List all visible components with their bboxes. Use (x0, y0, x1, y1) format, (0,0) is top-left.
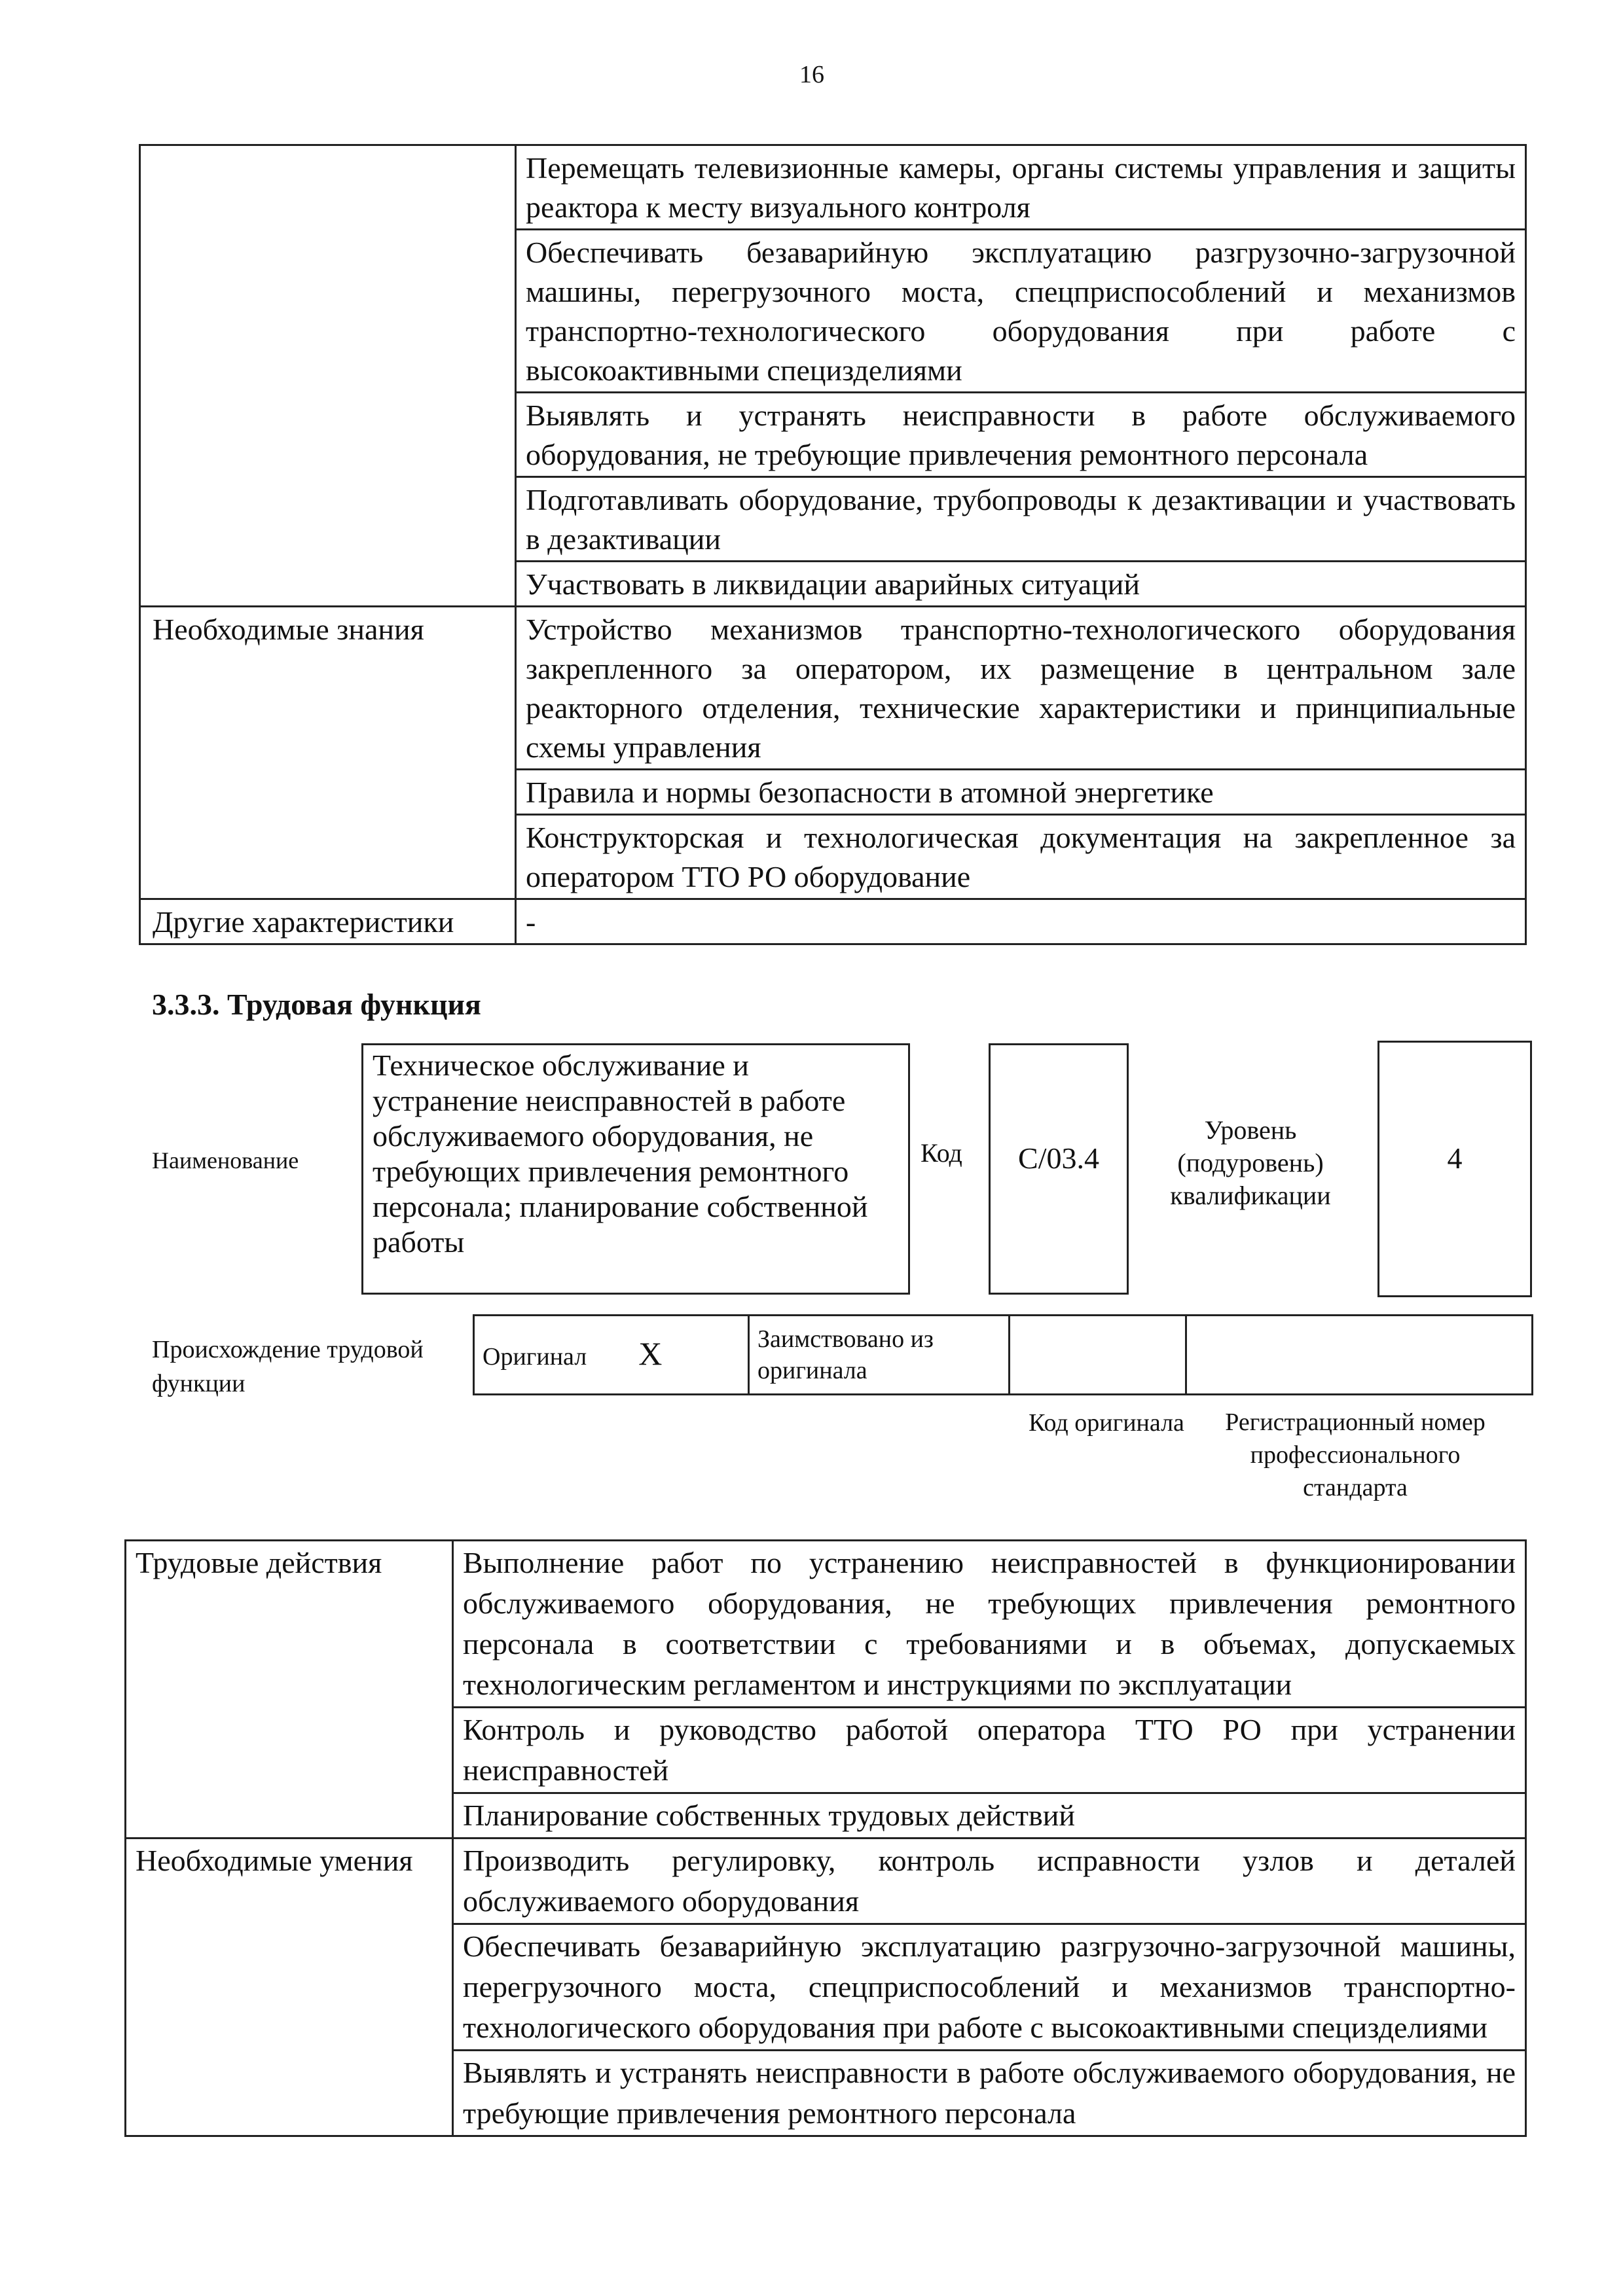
registration-number-cell (1186, 1316, 1533, 1395)
table-cell: Обеспечивать безаварийную эксплуатацию разгрузочно-загрузочной машины, перегрузочного моста, спецприспособлений и механизмов транспортно-технологического оборудования при работе с высокоактивными специзделиями (453, 1924, 1526, 2051)
code-value-box: C/03.4 (989, 1043, 1129, 1295)
table-cell: Участвовать в ликвидации аварийных ситуаций (516, 562, 1526, 607)
original-cell (474, 1316, 749, 1395)
origin-label: Происхождение трудовой функции (152, 1336, 424, 1397)
table-cell: Обеспечивать безаварийную эксплуатацию разгрузочно-загрузочной машины, перегрузочного моста, спецприспособлений и механизмов транспортно-технологического оборудования при работе с высокоактивными специзделиями (516, 230, 1526, 393)
table-row (126, 1541, 1526, 1708)
row-label: Необходимые знания (140, 607, 516, 899)
page-number: 16 (799, 61, 824, 88)
table-row (126, 1839, 1526, 1924)
table-cell: - (516, 899, 1526, 944)
borrowed-cell: Заимствовано из оригинала (749, 1316, 1010, 1395)
table-cell: Выявлять и устранять неисправности в работе обслуживаемого оборудования, не требующие привлечения ремонтного персонала (453, 2051, 1526, 2136)
table-cell: Контроль и руководство работой оператора ТТО РО при устранении неисправностей (453, 1708, 1526, 1793)
level-label: Уровень (подуровень) квалификации (1170, 1115, 1331, 1210)
code-original-caption: Код оригинала (1029, 1409, 1184, 1437)
table-row (140, 607, 1526, 770)
table-cell: Перемещать телевизионные камеры, органы системы управления и защиты реактора к месту визуального контроля (516, 145, 1526, 230)
table-cell: Устройство механизмов транспортно-технологического оборудования закрепленного за оператором, их размещение в центральном зале реакторного отделения, технические характеристики и принципиальные схемы управления (516, 607, 1526, 770)
table-cell: Выявлять и устранять неисправности в работе обслуживаемого оборудования, не требующие привлечения ремонтного персонала (516, 393, 1526, 477)
table-row (140, 899, 1526, 944)
table-cell: Подготавливать оборудование, трубопроводы к дезактивации и участвовать в дезактивации (516, 477, 1526, 562)
table-cell: Планирование собственных трудовых действий (453, 1793, 1526, 1839)
code-label: Код (921, 1138, 962, 1168)
row-label: Трудовые действия (126, 1541, 453, 1839)
table-cell: Выполнение работ по устранению неисправностей в функционировании обслуживаемого оборудования, не требующих привлечения ремонтного персонала в соответствии с требованиями и в объемах, допускаемых технологическим регламентом и инструкциями по эксплуатации (453, 1541, 1526, 1708)
original-code-cell (1010, 1316, 1186, 1395)
section-title: 3.3.3. Трудовая функция (152, 988, 481, 1021)
original-label: Оригинал (483, 1342, 587, 1371)
row-label: Другие характеристики (140, 899, 516, 944)
table-cell: Правила и нормы безопасности в атомной энергетике (516, 770, 1526, 815)
origin-table (473, 1314, 1533, 1395)
table-cell: Производить регулировку, контроль исправности узлов и деталей обслуживаемого оборудования (453, 1839, 1526, 1924)
table-row (140, 145, 1526, 230)
table-cell: Конструкторская и технологическая документация на закрепленное за оператором ТТО РО оборудование (516, 815, 1526, 899)
row-label: Необходимые умения (126, 1839, 453, 2136)
level-value-box: 4 (1377, 1041, 1532, 1297)
labor-actions-table (124, 1539, 1527, 2137)
function-name-box: Техническое обслуживание и устранение неисправностей в работе обслуживаемого оборудования, не требующих привлечения ремонтного персонала; планирование собственной работы (361, 1043, 910, 1295)
name-label: Наименование (152, 1147, 299, 1174)
table-row (474, 1316, 1533, 1395)
row-label (140, 145, 516, 607)
skills-knowledge-table (139, 144, 1527, 945)
registration-caption: Регистрационный номер профессионального стандарта (1225, 1408, 1486, 1501)
original-mark: X (638, 1335, 663, 1372)
